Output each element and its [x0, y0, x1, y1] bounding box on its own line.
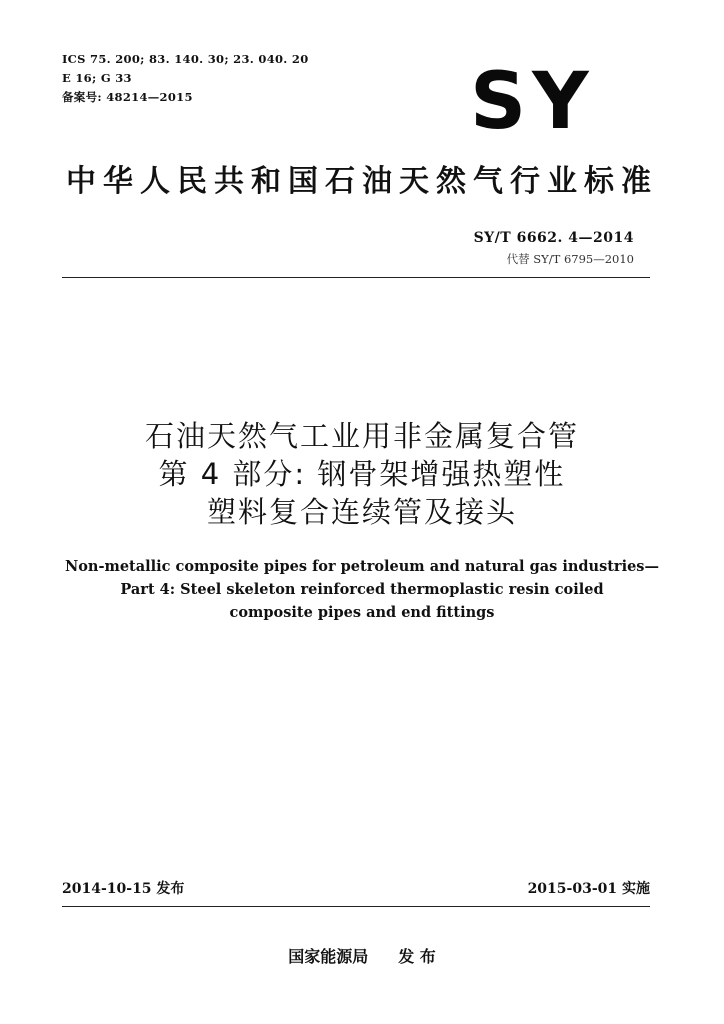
title-cn-line1: 石油天然气工业用非金属复合管 — [144, 419, 579, 453]
issuer-name: 国家能源局 — [288, 947, 369, 966]
industry-standard-title: 中华人民共和国石油天然气行业标准 — [66, 164, 658, 199]
title-cn-line2: 第 4 部分: 钢骨架增强热塑性 — [158, 457, 566, 491]
title-en-line2: Part 4: Steel skeleton reinforced thermoplastic resin coiled — [120, 581, 604, 598]
issuer-line — [0, 944, 724, 967]
title-en-line1: Non-metallic composite pipes for petroleum and natural gas industries— — [65, 558, 659, 575]
title-cn-line3: 塑料复合连续管及接头 — [206, 495, 517, 529]
issuer-action: 发 布 — [398, 947, 436, 966]
record-number: 备案号: 48214—2015 — [62, 90, 193, 104]
standard-code: SY/T 6662. 4—2014 — [473, 230, 634, 246]
effective-date: 2015-03-01 实施 — [527, 881, 650, 897]
header-divider — [62, 277, 650, 278]
ics-code: ICS 75. 200; 83. 140. 30; 23. 040. 20 — [62, 52, 309, 66]
replaces-standard: 代替 SY/T 6795—2010 — [506, 252, 634, 266]
title-en-line3: composite pipes and end fittings — [229, 604, 495, 621]
issue-date: 2014-10-15 发布 — [62, 881, 185, 897]
footer-divider — [62, 906, 650, 907]
classification-code: E 16; G 33 — [62, 71, 132, 85]
sy-logo: SY — [470, 57, 595, 147]
